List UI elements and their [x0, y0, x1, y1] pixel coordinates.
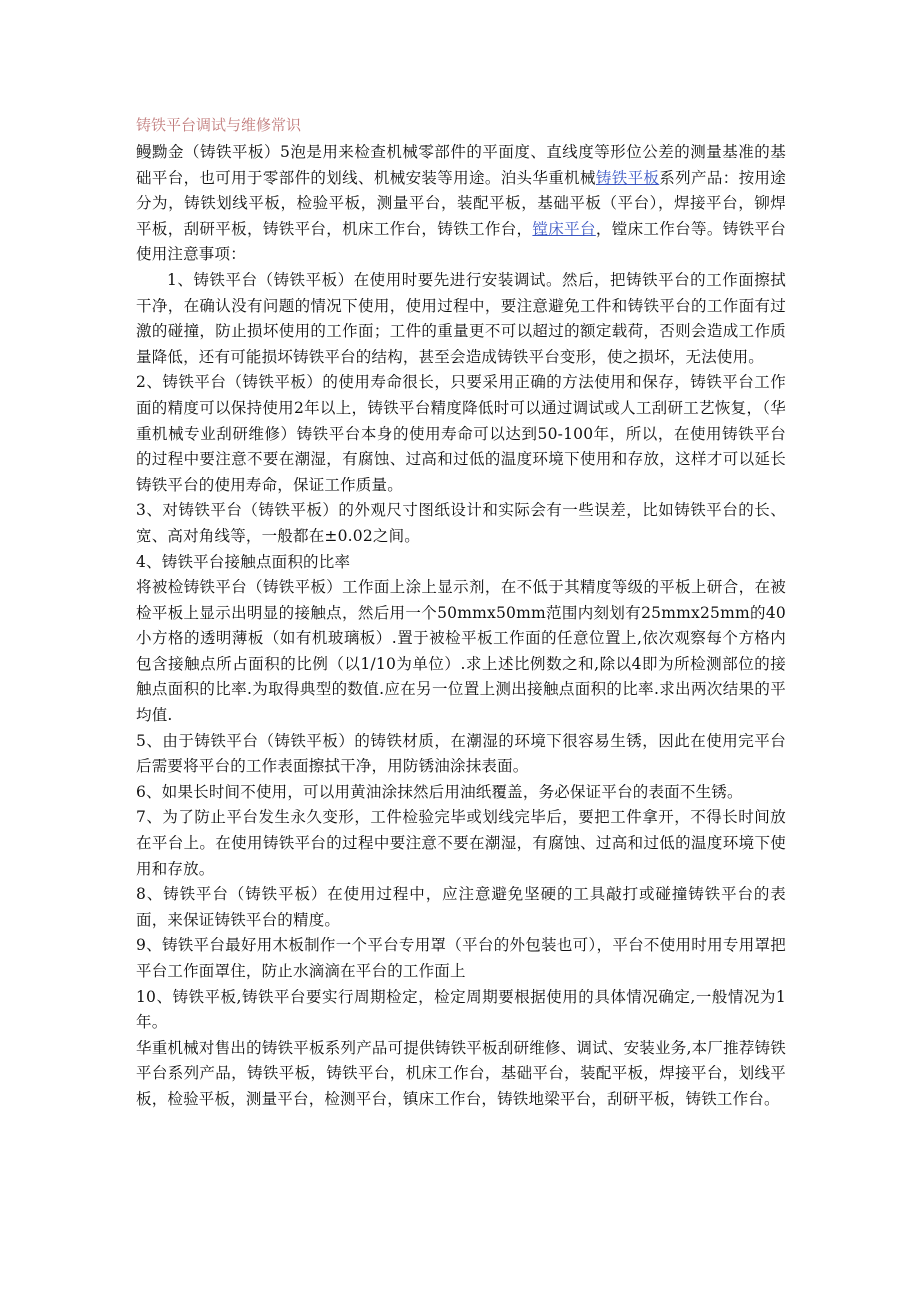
item-9: 9、铸铁平台最好用木板制作一个平台专用罩（平台的外包装也可），平台不使用时用专用罩把平台工作面罩住，防止水滴滴在平台的工作面上 — [136, 936, 786, 980]
intro-text-2: 系列产品：按用途分为，铸铁划线平板，检验平板，测量平台，装配平板，基础平板（平台），焊接平台，铆焊平板，刮研平板，铸铁平台，机床工作台，铸铁工作台， — [136, 168, 786, 238]
document-title: 铸铁平台调试与维修常识 — [136, 116, 302, 134]
link-cast-iron-plate[interactable]: 铸铁平板 — [595, 168, 660, 187]
intro-text-3: ，镗床工作台等。铸铁平台使用注意事项： — [136, 219, 786, 264]
item-4-heading: 4、铸铁平台接触点面积的比率 — [136, 552, 351, 571]
item-2: 2、铸铁平台（铸铁平板）的使用寿命很长，只要采用正确的方法使用和保存，铸铁平台工作面的精度可以保持使用2年以上，铸铁平台精度降低时可以通过调试或人工刮研工艺恢复，（华重机械专业刮研维修）铸铁平台本身的使用寿命可以达到50-100年，所以，在使用铸铁平台的过程中要注意不要在潮湿，有腐蚀、过高和过低的温度环境下使用和存放，这样才可以延长铸铁平台的使用寿命，保证工作质量。 — [136, 373, 786, 494]
link-boring-platform[interactable]: 镗床平台 — [532, 219, 596, 238]
item-10: 10、铸铁平板,铸铁平台要实行周期检定，检定周期要根据使用的具体情况确定,一般情况为1年。 — [136, 987, 786, 1032]
item-8: 8、铸铁平台（铸铁平板）在使用过程中，应注意避免坚硬的工具敲打或碰撞铸铁平台的表面，来保证铸铁平台的精度。 — [136, 885, 786, 929]
intro-paragraph — [136, 140, 786, 268]
item-1: 1、铸铁平台（铸铁平板）在使用时要先进行安装调试。然后，把铸铁平台的工作面擦拭干净，在确认没有问题的情况下使用，使用过程中，要注意避免工件和铸铁平台的工作面有过激的碰撞，防止损坏使用的工作面；工件的重量更不可以超过的额定载荷，否则会造成工作质量降低，还有可能损坏铸铁平台的结构，甚至会造成铸铁平台变形，使之损坏，无法使用。 — [136, 270, 786, 366]
item-7: 7、为了防止平台发生永久变形，工件检验完毕或划线完毕后，要把工件拿开，不得长时间放在平台上。在使用铸铁平台的过程中要注意不要在潮湿，有腐蚀、过高和过低的温度环境下使用和存放。 — [136, 808, 786, 878]
item-4-body: 将被检铸铁平台（铸铁平板）工作面上涂上显示剂，在不低于其精度等级的平板上研合，在被检平板上显示出明显的接触点，然后用一个50mmx50mm范围内刻划有25mmx25mm的40小方格的透明薄板（如有机玻璃板）.置于被检平板工作面的任意位置上,依次观察每个方格内包含接触点所占面积的比例（以1/10为单位）.求上述比例数之和,除以4即为所检测部位的接触点面积的比率.为取得典型的数值.应在另一位置上测出接触点面积的比率.求出两次结果的平均值. — [136, 578, 786, 725]
item-6: 6、如果长时间不使用，可以用黄油涂抹然后用油纸覆盖，务必保证平台的表面不生锈。 — [136, 782, 743, 801]
closing-paragraph: 华重机械对售出的铸铁平板系列产品可提供铸铁平板刮研维修、调试、安装业务,本厂推荐铸铁平台系列产品，铸铁平板，铸铁平台，机床工作台，基础平台，装配平板，焊接平台，划线平板，检验平板，测量平台，检测平台，镇床工作台，铸铁地梁平台，刮研平板，铸铁工作台。 — [136, 1038, 786, 1108]
item-5: 5、由于铸铁平台（铸铁平板）的铸铁材质，在潮湿的环境下很容易生锈，因此在使用完平台后需要将平台的工作表面擦拭干净，用防锈油涂抹表面。 — [136, 731, 786, 776]
intro-text-1: 鳗黝金（铸铁平板）5泡是用来检查机械零部件的平面度、直线度等形位公差的测量基准的基础平台，也可用于零部件的划线、机械安装等用途。泊头华重机械 — [136, 143, 786, 187]
item-3: 3、对铸铁平台（铸铁平板）的外观尺寸图纸设计和实际会有一些误差，比如铸铁平台的长、宽、高对角线等，一般都在±0.02之间。 — [136, 501, 786, 545]
document-page — [136, 112, 786, 1113]
